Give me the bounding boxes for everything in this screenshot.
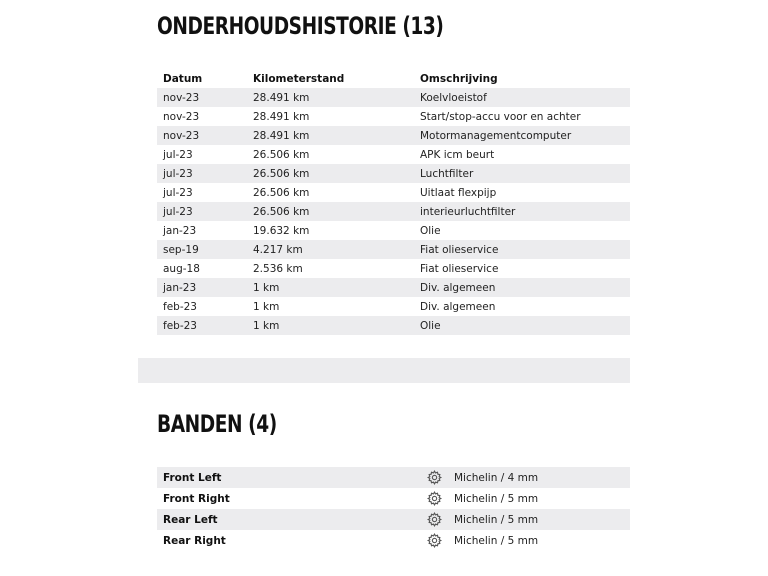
row-date: jan-23 [163, 281, 197, 294]
tyre-value: Michelin / 5 mm [454, 492, 539, 505]
tyre-row-rear-right [157, 530, 630, 551]
table-row [157, 278, 630, 297]
row-date: jul-23 [163, 205, 193, 218]
row-mileage: 2.536 km [253, 262, 303, 275]
row-description: Start/stop-accu voor en achter [420, 110, 581, 123]
table-row [157, 183, 630, 202]
row-date: jul-23 [163, 148, 193, 161]
row-mileage: 4.217 km [253, 243, 303, 256]
row-mileage: 26.506 km [253, 186, 310, 199]
row-description: interieurluchtfilter [420, 205, 516, 218]
column-header-mileage: Kilometerstand [253, 72, 345, 85]
row-date: aug-18 [163, 262, 200, 275]
gear-icon [427, 470, 442, 485]
tyre-position: Rear Right [163, 534, 226, 547]
column-header-description: Omschrijving [420, 72, 498, 85]
row-date: nov-23 [163, 129, 200, 142]
row-date: nov-23 [163, 110, 200, 123]
tyre-row-rear-left [157, 509, 630, 530]
table-row [157, 221, 630, 240]
table-row [157, 126, 630, 145]
row-description: APK icm beurt [420, 148, 495, 161]
row-mileage: 26.506 km [253, 205, 310, 218]
gear-icon [427, 491, 442, 506]
row-mileage: 28.491 km [253, 91, 310, 104]
row-description: Fiat olieservice [420, 243, 499, 256]
tyres-title: BANDEN (4) [157, 410, 277, 438]
row-mileage: 19.632 km [253, 224, 310, 237]
row-date: sep-19 [163, 243, 199, 256]
row-mileage: 28.491 km [253, 129, 310, 142]
tyre-position: Front Right [163, 492, 230, 505]
column-header-date: Datum [163, 72, 203, 85]
gear-icon [427, 512, 442, 527]
table-row [157, 88, 630, 107]
row-description: Fiat olieservice [420, 262, 499, 275]
table-row [157, 297, 630, 316]
tyre-position: Rear Left [163, 513, 218, 526]
table-row [157, 164, 630, 183]
row-mileage: 26.506 km [253, 148, 310, 161]
table-header-row [157, 69, 630, 88]
row-date: jan-23 [163, 224, 197, 237]
row-mileage: 1 km [253, 281, 280, 294]
tyre-value: Michelin / 5 mm [454, 534, 539, 547]
table-row [157, 202, 630, 221]
row-mileage: 1 km [253, 300, 280, 313]
row-mileage: 28.491 km [253, 110, 310, 123]
tyre-row-front-left [157, 467, 630, 488]
maintenance-history-table [157, 69, 630, 335]
row-description: Uitlaat flexpijp [420, 186, 497, 199]
row-description: Olie [420, 224, 441, 237]
tyre-row-front-right [157, 488, 630, 509]
table-row [157, 107, 630, 126]
table-row [157, 145, 630, 164]
row-description: Div. algemeen [420, 281, 496, 294]
tyre-value: Michelin / 4 mm [454, 471, 539, 484]
row-date: jul-23 [163, 167, 193, 180]
row-date: jul-23 [163, 186, 193, 199]
section-divider [138, 358, 630, 383]
row-description: Luchtfilter [420, 167, 474, 180]
table-row [157, 259, 630, 278]
row-description: Olie [420, 319, 441, 332]
tyre-position: Front Left [163, 471, 222, 484]
tyre-value: Michelin / 5 mm [454, 513, 539, 526]
row-date: feb-23 [163, 300, 197, 313]
row-date: feb-23 [163, 319, 197, 332]
gear-icon [427, 533, 442, 548]
row-description: Div. algemeen [420, 300, 496, 313]
row-mileage: 1 km [253, 319, 280, 332]
tyres-list [157, 467, 630, 551]
row-description: Motormanagementcomputer [420, 129, 572, 142]
table-row [157, 316, 630, 335]
maintenance-history-title: ONDERHOUDSHISTORIE (13) [157, 12, 444, 40]
row-mileage: 26.506 km [253, 167, 310, 180]
row-date: nov-23 [163, 91, 200, 104]
table-row [157, 240, 630, 259]
row-description: Koelvloeistof [420, 91, 487, 104]
